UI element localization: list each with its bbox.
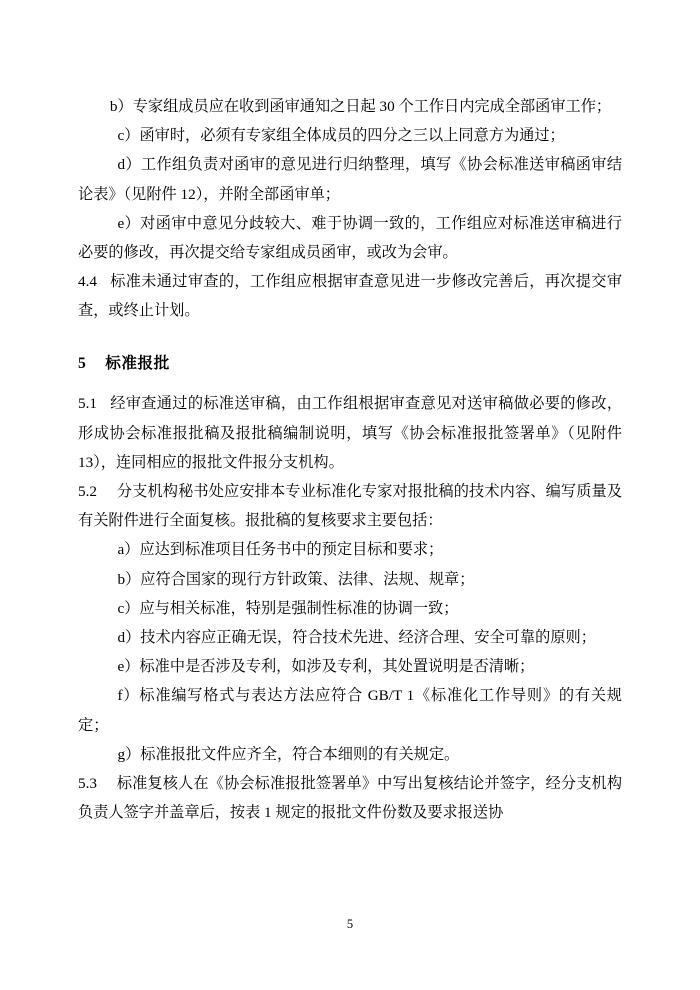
paragraph-a2: a）应达到标准项目任务书中的预定目标和要求； — [117, 541, 444, 559]
document-body — [78, 92, 622, 827]
section-heading-title: 标准报批 — [105, 354, 170, 372]
clause-number-5-1: 5.1 — [78, 395, 97, 413]
paragraph-e: e）对函审中意见分歧较大、难于协调一致的，工作组应对标准送审稿进行必要的修改，再次提交给专家组成员函审，或改为会审。 — [78, 214, 622, 261]
clause-text-5-1: 经审查通过的标准送审稿，由工作组根据审查意见对送审稿做必要的修改，形成协会标准报批稿及报批稿编制说明，填写《协会标准报批签署单》（见附件 13），连同相应的报批文件报分支机构。 — [78, 395, 622, 471]
section-spacer — [78, 326, 622, 335]
paragraph-b2: b）应符合国家的现行方针政策、法律、法规、规章； — [117, 570, 475, 588]
clause-text-5-3: 标准复核人在《协会标准报批签署单》中写出复核结论并签字，经分支机构负责人签字并盖章后，按表 1 规定的报批文件份数及要求报送协 — [78, 774, 622, 822]
clause-text-5-2: 分支机构秘书处应安排本专业标准化专家对报批稿的技术内容、编写质量及有关附件进行全面复核。报批稿的复核要求主要包括： — [78, 483, 622, 530]
paragraph-d2: d）技术内容应正确无误，符合技术先进、经济合理、安全可靠的原则； — [117, 628, 596, 646]
clause-number-5-3: 5.3 — [78, 774, 97, 792]
paragraph-e2: e）标准中是否涉及专利，如涉及专利，其处置说明是否清晰； — [117, 658, 535, 676]
paragraph-b: b）专家组成员应在收到函审通知之日起 30 个工作日内完成全部函审工作； — [109, 98, 612, 115]
clause-4-4 — [78, 267, 622, 325]
clause-number-5-2: 5.2 — [78, 483, 97, 500]
paragraph-c: c）函审时，必须有专家组全体成员的四分之三以上同意方为通过； — [117, 127, 565, 145]
paragraph-d: d）工作组负责对函审的意见进行归纳整理，填写《协会标准送审稿函审结论表》（见附件 12），并附全部函审单； — [78, 156, 622, 203]
clause-5-2 — [78, 477, 622, 535]
clause-5-1 — [78, 389, 622, 477]
section-heading-5 — [78, 349, 622, 379]
clause-number-4-4: 4.4 — [78, 273, 97, 291]
clause-5-3 — [78, 769, 622, 827]
page-number: 5 — [346, 917, 354, 931]
paragraph-c2: c）应与相关标准，特别是强制性标准的协调一致； — [117, 599, 459, 617]
paragraph-f2: f）标准编写格式与表达方法应符合 GB/T 1《标准化工作导则》的有关规定； — [78, 687, 622, 734]
paragraph-g2: g）标准报批文件应齐全，符合本细则的有关规定。 — [117, 745, 460, 763]
section-heading-number: 5 — [78, 354, 87, 372]
clause-text-4-4: 标准未通过审查的，工作组应根据审查意见进一步修改完善后，再次提交审查，或终止计划。 — [78, 273, 622, 320]
